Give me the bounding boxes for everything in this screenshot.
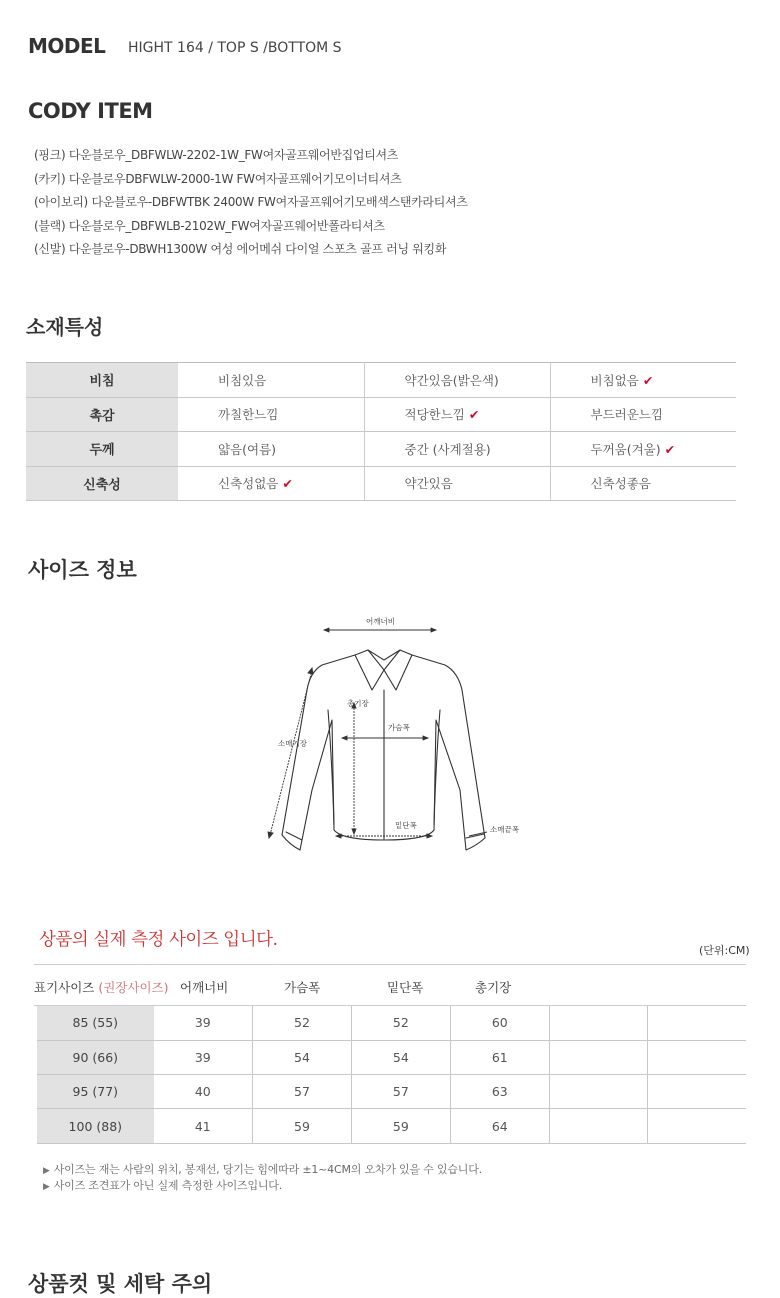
size-row-label: 100 (88) xyxy=(37,1109,154,1143)
material-row-label: 촉감 xyxy=(26,397,178,432)
material-table xyxy=(26,362,736,501)
unit-label: (단위:CM) xyxy=(699,944,750,957)
size-cell-empty xyxy=(549,1006,647,1040)
material-option-text: 신축성없음 xyxy=(218,476,279,492)
material-option xyxy=(550,432,736,467)
size-cell: 61 xyxy=(450,1040,549,1074)
measure-lines xyxy=(268,628,487,838)
material-option-text: 부드러운느낌 xyxy=(590,407,663,423)
material-option-text: 중간 (사계절용) xyxy=(404,441,491,457)
size-notes xyxy=(43,1163,482,1194)
material-option xyxy=(178,432,364,467)
material-option xyxy=(550,397,736,432)
size-cell-empty xyxy=(648,1075,746,1109)
material-option-text: 까칠한느낌 xyxy=(218,407,279,423)
header-hem: 밑단폭 xyxy=(387,980,424,995)
cody-item: (블랙) 다운블로우_DBFWLB-2102W_FW여자골프웨어반폴라티셔츠 xyxy=(34,218,385,233)
size-cell: 59 xyxy=(351,1109,450,1143)
size-row xyxy=(37,1006,746,1040)
triangle-bullet-icon: ▶ xyxy=(43,1166,50,1176)
material-row-label: 신축성 xyxy=(26,466,178,501)
cody-item: (핑크) 다운블로우_DBFWLW-2202-1W_FW여자골프웨어반집업티셔츠 xyxy=(34,148,399,162)
size-cell: 40 xyxy=(154,1075,253,1109)
material-option xyxy=(364,363,550,398)
material-option-text: 두꺼움(겨울) xyxy=(590,441,661,457)
material-option xyxy=(178,363,364,398)
size-cell: 64 xyxy=(450,1109,549,1143)
cody-item-title: CODY ITEM xyxy=(28,99,153,123)
material-option-text: 약간있음(밝은색) xyxy=(404,372,499,388)
material-row xyxy=(26,397,736,432)
check-icon: ✔ xyxy=(642,372,654,388)
header-shoulder: 어깨너비 xyxy=(180,980,229,995)
triangle-bullet-icon: ▶ xyxy=(43,1181,50,1192)
material-option xyxy=(550,466,736,501)
size-cell: 52 xyxy=(351,1006,450,1040)
header-size-label: 표기사이즈 xyxy=(34,980,95,995)
model-spec: HIGHT 164 / TOP S /BOTTOM S xyxy=(128,40,342,56)
check-icon: ✔ xyxy=(468,407,480,423)
size-cell-empty xyxy=(648,1109,746,1143)
size-cell: 63 xyxy=(450,1075,549,1109)
diagram-label-hem: 밑단폭 xyxy=(395,821,417,830)
model-label: MODEL xyxy=(28,34,106,58)
size-note xyxy=(43,1163,482,1179)
material-title: 소재특성 xyxy=(26,315,104,339)
material-row-label: 비침 xyxy=(26,363,178,398)
size-row-label: 85 (55) xyxy=(37,1006,154,1040)
material-option-text: 비침없음 xyxy=(590,372,639,388)
header-chest: 가슴폭 xyxy=(284,980,321,995)
header-length: 총기장 xyxy=(475,980,512,995)
diagram-label-length: 총기장 xyxy=(347,699,369,708)
material-row xyxy=(26,363,736,398)
header-size xyxy=(34,978,169,996)
size-cell-empty xyxy=(549,1040,647,1074)
size-row-label: 95 (77) xyxy=(37,1075,154,1109)
garment-measurement-diagram xyxy=(262,610,542,860)
check-icon: ✔ xyxy=(664,441,676,457)
size-cell: 59 xyxy=(253,1109,352,1143)
material-option-text: 적당한느낌 xyxy=(404,407,465,423)
check-icon: ✔ xyxy=(282,476,293,492)
size-cell: 57 xyxy=(351,1075,450,1109)
size-table-header xyxy=(34,964,746,1006)
cody-item: (카키) 다운블로우DBFWLW-2000-1W FW여자골프웨어기모이너티셔츠 xyxy=(34,171,402,186)
material-option-text: 비침있음 xyxy=(218,372,267,388)
header-recommended-label: (권장사이즈) xyxy=(98,980,169,995)
size-cell: 57 xyxy=(253,1075,352,1109)
size-table xyxy=(37,1006,746,1144)
size-note-text: 사이즈 조견표가 아닌 실제 측정한 사이즈입니다. xyxy=(53,1178,283,1192)
material-option-text: 신축성좋음 xyxy=(590,476,651,492)
material-row-label: 두께 xyxy=(26,432,178,467)
size-cell-empty xyxy=(549,1109,647,1143)
material-option-text: 약간있음 xyxy=(404,476,453,492)
cody-item: (신발) 다운블로우-DBWH1300W 여성 에어메쉬 다이얼 스포츠 골프 러닝 워킹화 xyxy=(34,242,447,256)
material-row xyxy=(26,466,736,501)
material-option xyxy=(178,466,364,501)
next-section-title: 상품컷 및 세탁 주의 xyxy=(28,1272,213,1296)
cody-item-list xyxy=(34,144,468,262)
material-option xyxy=(364,432,550,467)
size-cell: 60 xyxy=(450,1006,549,1040)
material-option-text: 얇음(여름) xyxy=(218,441,277,457)
measurement-note: 상품의 실제 측정 사이즈 입니다. xyxy=(39,930,278,950)
size-note-text: 사이즈는 재는 사람의 위치, 봉재선, 당기는 힘에따라 ±1~4CM의 오차가 있을 수 있습니다. xyxy=(53,1163,482,1176)
diagram-label-cuff: 소매끝폭 xyxy=(490,825,519,834)
material-option xyxy=(364,397,550,432)
size-cell-empty xyxy=(549,1075,647,1109)
size-row xyxy=(37,1040,746,1074)
shirt-outline xyxy=(282,650,485,850)
size-note xyxy=(43,1179,482,1195)
material-option xyxy=(550,363,736,398)
size-cell: 41 xyxy=(154,1109,253,1143)
size-cell: 39 xyxy=(154,1040,253,1074)
size-cell: 54 xyxy=(351,1040,450,1074)
size-cell: 52 xyxy=(253,1006,352,1040)
diagram-label-sleeve: 소매기장 xyxy=(278,739,307,748)
size-cell-empty xyxy=(648,1040,746,1074)
material-option xyxy=(364,466,550,501)
cody-item: (아이보리) 다운블로우-DBFWTBK 2400W FW여자골프웨어기모배색스탠카라티셔츠 xyxy=(34,195,468,209)
size-cell-empty xyxy=(648,1006,746,1040)
size-row-label: 90 (66) xyxy=(37,1040,154,1074)
material-option xyxy=(178,397,364,432)
size-cell: 39 xyxy=(154,1006,253,1040)
diagram-label-shoulder: 어깨너비 xyxy=(366,617,395,626)
size-info-title: 사이즈 정보 xyxy=(28,558,137,582)
size-row xyxy=(37,1075,746,1109)
material-row xyxy=(26,432,736,467)
diagram-label-chest: 가슴폭 xyxy=(388,723,410,732)
size-row xyxy=(37,1109,746,1143)
size-cell: 54 xyxy=(253,1040,352,1074)
